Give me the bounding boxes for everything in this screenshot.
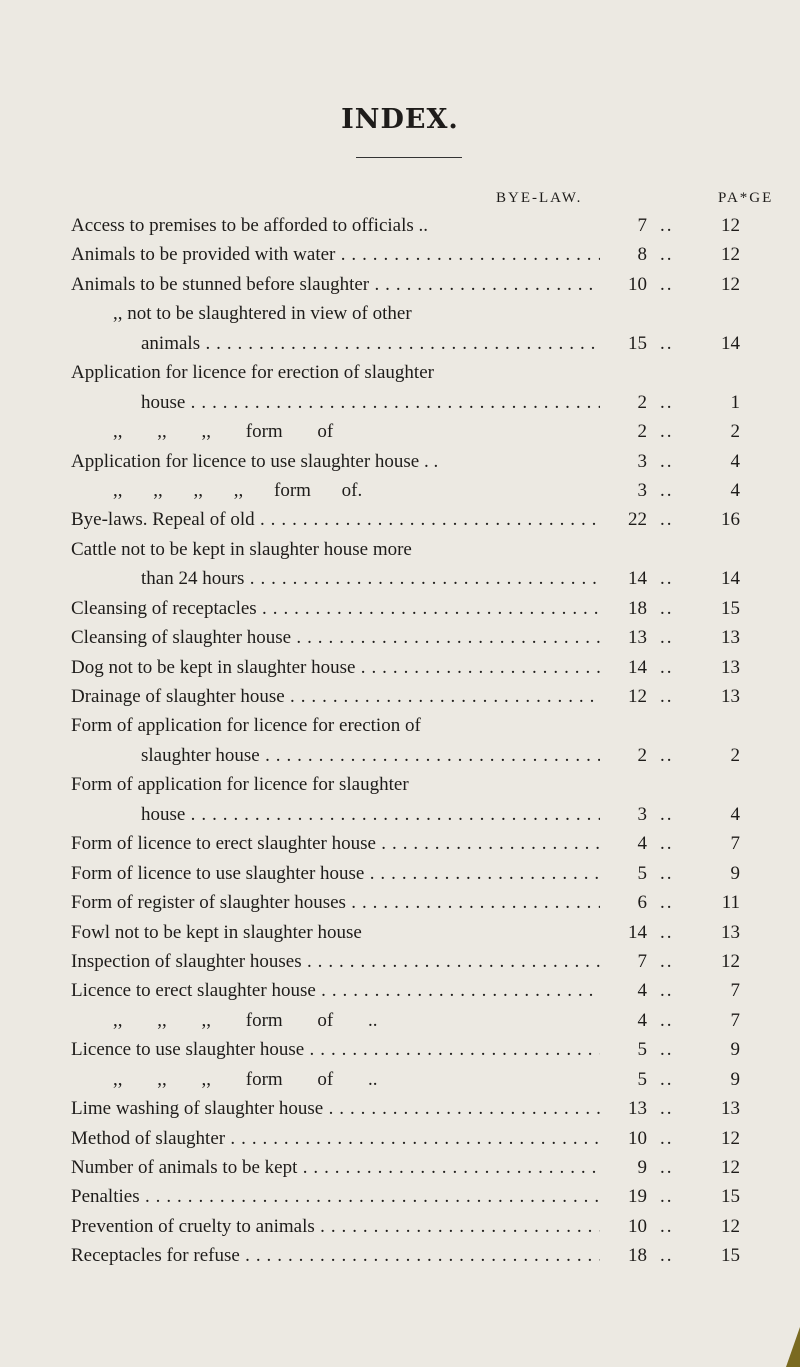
entry-text: Cleansing of receptacles . . . [71, 594, 600, 623]
page-number: 16 [721, 509, 740, 531]
bye-law-number: 3 [637, 479, 647, 501]
index-entry [0, 741, 800, 770]
index-entry [0, 918, 800, 947]
bye-law-number: 14 [628, 568, 647, 590]
index-entry [0, 447, 800, 476]
bye-law-number: 5 [637, 1039, 647, 1061]
column-separator: .. [660, 244, 674, 266]
entry-text: Number of animals to be kept . . . [71, 1153, 600, 1182]
page-number: 4 [730, 479, 740, 501]
entry-text: Receptacles for refuse . . . [71, 1241, 600, 1270]
index-entry [0, 947, 800, 976]
entry-text: than 24 hours . . . [141, 564, 600, 593]
bye-law-number: 4 [637, 833, 647, 855]
index-entry [0, 711, 800, 740]
bye-law-number: 4 [637, 980, 647, 1002]
bye-law-number: 14 [628, 921, 647, 943]
entry-text: Penalties . . . [71, 1182, 600, 1211]
page-number: 4 [730, 450, 740, 472]
page-number: 14 [721, 568, 740, 590]
column-separator: .. [660, 921, 674, 943]
column-separator: .. [660, 509, 674, 531]
entry-text: Method of slaughter . . . [71, 1124, 600, 1153]
bye-law-number: 22 [628, 509, 647, 531]
bye-law-number: 8 [637, 244, 647, 266]
entry-text: animals . . . [141, 329, 600, 358]
column-separator: .. [660, 980, 674, 1002]
entry-text: Form of licence to erect slaughter house . . . [71, 829, 600, 858]
entry-text: Application for licence to use slaughter house . . [71, 450, 439, 472]
entry-text: Animals to be provided with water . . . [71, 240, 600, 269]
column-separator: .. [660, 1039, 674, 1061]
column-separator: .. [660, 1245, 674, 1267]
entry-text: ,, ,, ,, form of .. [113, 1068, 378, 1090]
column-separator: .. [660, 862, 674, 884]
index-entry [0, 329, 800, 358]
column-separator: .. [660, 1215, 674, 1237]
bye-law-number: 14 [628, 656, 647, 678]
bye-law-number: 7 [637, 950, 647, 972]
index-entry [0, 888, 800, 917]
column-separator: .. [660, 1098, 674, 1120]
entry-text: Cattle not to be kept in slaughter house more [71, 538, 412, 560]
bye-law-number: 5 [637, 1068, 647, 1090]
column-separator: .. [660, 627, 674, 649]
column-separator: .. [660, 450, 674, 472]
page-number: 12 [721, 1215, 740, 1237]
column-separator: .. [660, 833, 674, 855]
page-number: 13 [721, 686, 740, 707]
entry-text: Fowl not to be kept in slaughter house [71, 921, 362, 943]
bye-law-number: 10 [628, 273, 647, 295]
page-number: 13 [721, 1098, 740, 1120]
page-number: 15 [721, 1186, 740, 1208]
entry-text: Cleansing of slaughter house . . . [71, 623, 600, 652]
index-entry [0, 270, 800, 299]
entry-text: Application for licence for erection of slaughter [71, 362, 434, 384]
bye-law-number: 3 [637, 803, 647, 825]
column-separator: .. [660, 803, 674, 825]
entry-text: Licence to erect slaughter house . . . [71, 976, 600, 1005]
page-number: 14 [721, 332, 740, 354]
index-entry [0, 211, 800, 240]
column-separator: .. [660, 892, 674, 914]
page-number: 13 [721, 921, 740, 943]
index-entry [0, 1006, 800, 1035]
bye-law-number: 13 [628, 627, 647, 649]
bye-law-number: 2 [637, 391, 647, 413]
index-entry [0, 770, 800, 799]
index-title: INDEX. [341, 104, 459, 135]
index-entry [0, 299, 800, 328]
index-entry [0, 1212, 800, 1241]
page-number: 13 [721, 627, 740, 649]
column-separator: .. [660, 1068, 674, 1090]
entry-text: ,, not to be slaughtered in view of other [113, 303, 412, 325]
index-entries [0, 211, 800, 1271]
page-column-header: PA*GE [718, 190, 774, 206]
bye-law-number: 12 [628, 686, 647, 707]
entry-text: Drainage of slaughter house . . . [71, 682, 600, 711]
entry-text: ,, ,, ,, ,, form of. [113, 479, 363, 501]
index-entry [0, 358, 800, 387]
index-entry [0, 1035, 800, 1064]
index-entry [0, 1182, 800, 1211]
entry-text: Animals to be stunned before slaughter . . . [71, 270, 600, 299]
entry-text: house . . . [141, 800, 600, 829]
page-number: 1 [730, 391, 740, 413]
index-entry [0, 1241, 800, 1270]
bye-law-number: 2 [637, 421, 647, 443]
column-separator: .. [660, 1009, 674, 1031]
index-entry [0, 594, 800, 623]
index-entry [0, 505, 800, 534]
index-entry [0, 1153, 800, 1182]
index-entry [0, 564, 800, 593]
bye-law-number: 7 [637, 215, 647, 236]
bye-law-number: 2 [637, 744, 647, 766]
bye-law-number: 10 [628, 1127, 647, 1149]
bye-law-number: 3 [637, 450, 647, 472]
entry-text: Dog not to be kept in slaughter house . . . [71, 653, 600, 682]
page-number: 9 [730, 1039, 740, 1061]
column-separator: .. [660, 1186, 674, 1208]
page-number: 9 [730, 1068, 740, 1090]
bye-law-number: 9 [637, 1157, 647, 1178]
page-number: 7 [730, 833, 740, 855]
index-entry [0, 388, 800, 417]
column-separator: .. [660, 391, 674, 413]
column-separator: .. [660, 568, 674, 590]
column-separator: .. [660, 744, 674, 766]
entry-text: Access to premises to be afforded to officials .. [71, 215, 429, 236]
page-number: 12 [721, 273, 740, 295]
column-separator: .. [660, 1127, 674, 1149]
page-number: 15 [721, 1245, 740, 1267]
page-number: 9 [730, 862, 740, 884]
column-separator: .. [660, 273, 674, 295]
page-number: 15 [721, 597, 740, 619]
column-separator: .. [660, 332, 674, 354]
index-entry [0, 859, 800, 888]
page-number: 13 [721, 656, 740, 678]
column-separator: .. [660, 421, 674, 443]
page-number: 2 [730, 744, 740, 766]
page-number: 12 [721, 950, 740, 972]
index-entry [0, 476, 800, 505]
index-entry [0, 1065, 800, 1094]
column-separator: .. [660, 1157, 674, 1178]
page-number: 11 [721, 892, 740, 914]
bye-law-number: 13 [628, 1098, 647, 1120]
column-separator: .. [660, 686, 674, 707]
index-entry [0, 800, 800, 829]
entry-text: Prevention of cruelty to animals . . . [71, 1212, 600, 1241]
entry-text: Form of register of slaughter houses . . . [71, 888, 600, 917]
index-entry [0, 829, 800, 858]
entry-text: Inspection of slaughter houses . . . [71, 947, 600, 976]
bye-law-number: 19 [628, 1186, 647, 1208]
bye-law-number: 18 [628, 597, 647, 619]
entry-text: Form of application for licence for slaughter [71, 774, 409, 796]
bye-law-number: 15 [628, 332, 647, 354]
entry-text: Form of licence to use slaughter house . . . [71, 859, 600, 888]
bye-law-number: 18 [628, 1245, 647, 1267]
entry-text: slaughter house . . . [141, 741, 600, 770]
entry-text: ,, ,, ,, form of [113, 421, 334, 443]
entry-text: Form of application for licence for erection of [71, 715, 421, 737]
page-number: 2 [730, 421, 740, 443]
index-entry [0, 653, 800, 682]
column-separator: .. [660, 597, 674, 619]
index-entry [0, 623, 800, 652]
title-rule [356, 157, 462, 158]
page-number: 12 [721, 1127, 740, 1149]
column-separator: .. [660, 479, 674, 501]
entry-text: Lime washing of slaughter house . . . [71, 1094, 600, 1123]
page-corner-mark [786, 1327, 800, 1367]
bye-law-number: 4 [637, 1009, 647, 1031]
index-entry [0, 682, 800, 711]
column-separator: .. [660, 950, 674, 972]
page-number: 7 [730, 1009, 740, 1031]
index-entry [0, 1094, 800, 1123]
bye-law-number: 5 [637, 862, 647, 884]
bye-law-column-header: BYE-LAW. [496, 190, 583, 206]
entry-text: Licence to use slaughter house . . . [71, 1035, 600, 1064]
entry-text: ,, ,, ,, form of .. [113, 1009, 378, 1031]
column-separator: .. [660, 656, 674, 678]
index-entry [0, 240, 800, 269]
page-number: 7 [730, 980, 740, 1002]
column-separator: .. [660, 215, 674, 236]
bye-law-number: 10 [628, 1215, 647, 1237]
page-number: 4 [730, 803, 740, 825]
index-entry [0, 417, 800, 446]
entry-text: Bye-laws. Repeal of old . . . [71, 505, 600, 534]
page-number: 12 [721, 215, 740, 236]
entry-text: house . . . [141, 388, 600, 417]
index-entry [0, 535, 800, 564]
index-entry [0, 1124, 800, 1153]
bye-law-number: 6 [637, 892, 647, 914]
page-number: 12 [721, 244, 740, 266]
index-entry [0, 976, 800, 1005]
page-number: 12 [721, 1157, 740, 1178]
